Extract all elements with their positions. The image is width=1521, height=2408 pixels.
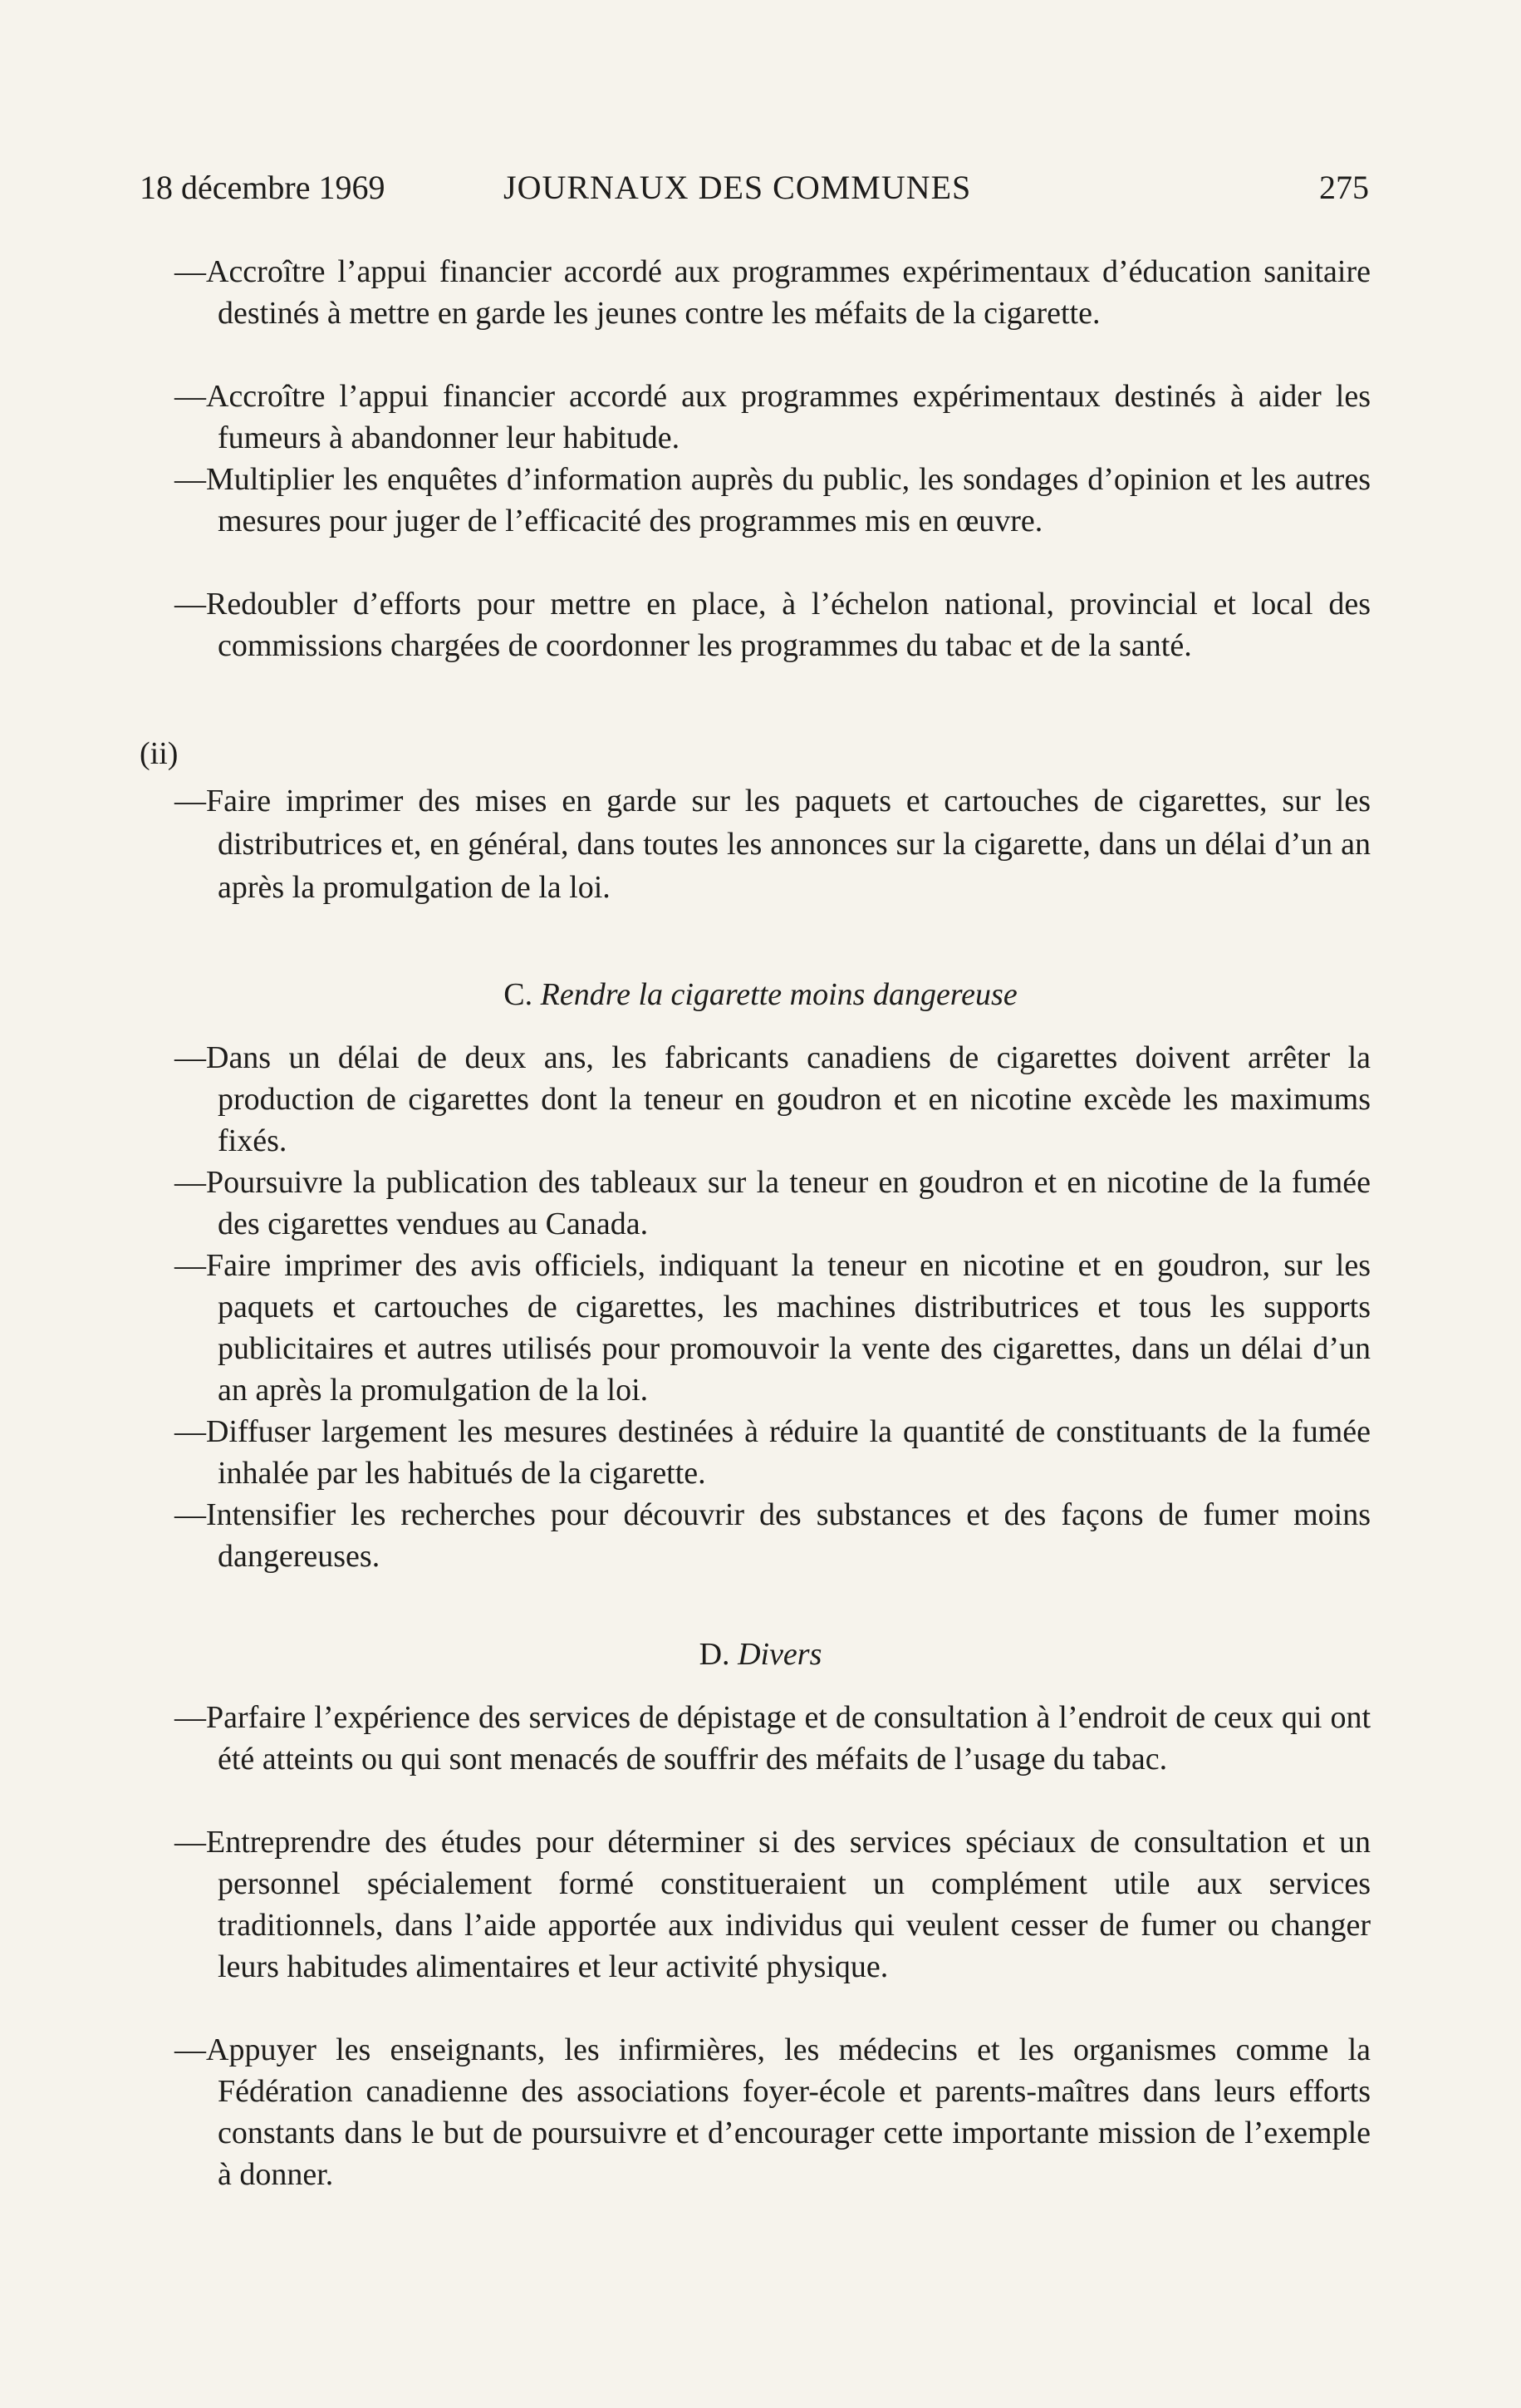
section-heading-c [0, 974, 1521, 1015]
paragraph-item: —Faire imprimer des avis officiels, indiquant la teneur en nicotine et en goudron, sur les paquets et cartouches de cigarettes, les machines distributrices et tous les supports publicitaires et autres utilisés pour promouvoir la vente des cigarettes, dans un délai d’un an après la promulgation de la loi. [174, 1248, 1371, 1408]
header-date: 18 décembre 1969 [140, 169, 385, 206]
section-label: (ii) [140, 736, 179, 771]
paragraph-item: —Parfaire l’expérience des services de dépistage et de consultation à l’endroit de ceux qui ont été atteints ou qui sont menacés de souffrir des méfaits de l’usage du tabac. [174, 1700, 1371, 1777]
page-number: 275 [1319, 169, 1369, 206]
heading-title: Divers [738, 1637, 822, 1672]
section-heading-d [0, 1634, 1521, 1675]
paragraph-item: —Accroître l’appui financier accordé aux programmes expérimentaux d’éducation sanitaire destinés à mettre en garde les jeunes contre les méfaits de la cigarette. [174, 254, 1371, 331]
paragraph-item: —Multiplier les enquêtes d’information auprès du public, les sondages d’opinion et les autres mesures pour juger de l’efficacité des programmes mis en œuvre. [174, 462, 1371, 538]
header-title: JOURNAUX DES COMMUNES [503, 169, 972, 206]
running-head [140, 168, 1369, 209]
heading-title: Rendre la cigarette moins dangereuse [540, 977, 1018, 1012]
paragraph-item: —Faire imprimer des mises en garde sur les paquets et cartouches de cigarettes, sur les distributrices et, en général, dans toutes les annonces sur la cigarette, dans un délai d’un an après la promulgation de la loi. [174, 784, 1371, 905]
paragraph-item: —Appuyer les enseignants, les infirmières, les médecins et les organismes comme la Fédération canadienne des associations foyer-école et parents-maîtres dans leurs efforts constants dans le but de poursuivre et d’encourager cette importante mission de l’exemple à donner. [174, 2032, 1371, 2192]
heading-letter: D. [699, 1637, 730, 1672]
paragraph-item: —Intensifier les recherches pour découvrir des substances et des façons de fumer moins dangereuses. [174, 1497, 1371, 1574]
paragraph-item: —Redoubler d’efforts pour mettre en place, à l’échelon national, provincial et local des commissions chargées de coordonner les programmes du tabac et de la santé. [174, 587, 1371, 663]
paragraph-item: —Accroître l’appui financier accordé aux programmes expérimentaux destinés à aider les fumeurs à abandonner leur habitude. [174, 379, 1371, 455]
heading-letter: C. [503, 977, 533, 1012]
paragraph-item: —Diffuser largement les mesures destinées à réduire la quantité de constituants de la fumée inhalée par les habitués de la cigarette. [174, 1414, 1371, 1491]
paragraph-item: —Entreprendre des études pour déterminer si des services spéciaux de consultation et un personnel spécialement formé constitueraient un complément utile aux services traditionnels, dans l’aide apportée aux individus qui veulent cesser de fumer ou changer leurs habitudes alimentaires et leur activité physique. [174, 1825, 1371, 1984]
paragraph-item: —Dans un délai de deux ans, les fabricants canadiens de cigarettes doivent arrêter la production de cigarettes dont la teneur en goudron et en nicotine excède les maximums fixés. [174, 1040, 1371, 1158]
paragraph-item: —Poursuivre la publication des tableaux sur la teneur en goudron et en nicotine de la fumée des cigarettes vendues au Canada. [174, 1165, 1371, 1241]
